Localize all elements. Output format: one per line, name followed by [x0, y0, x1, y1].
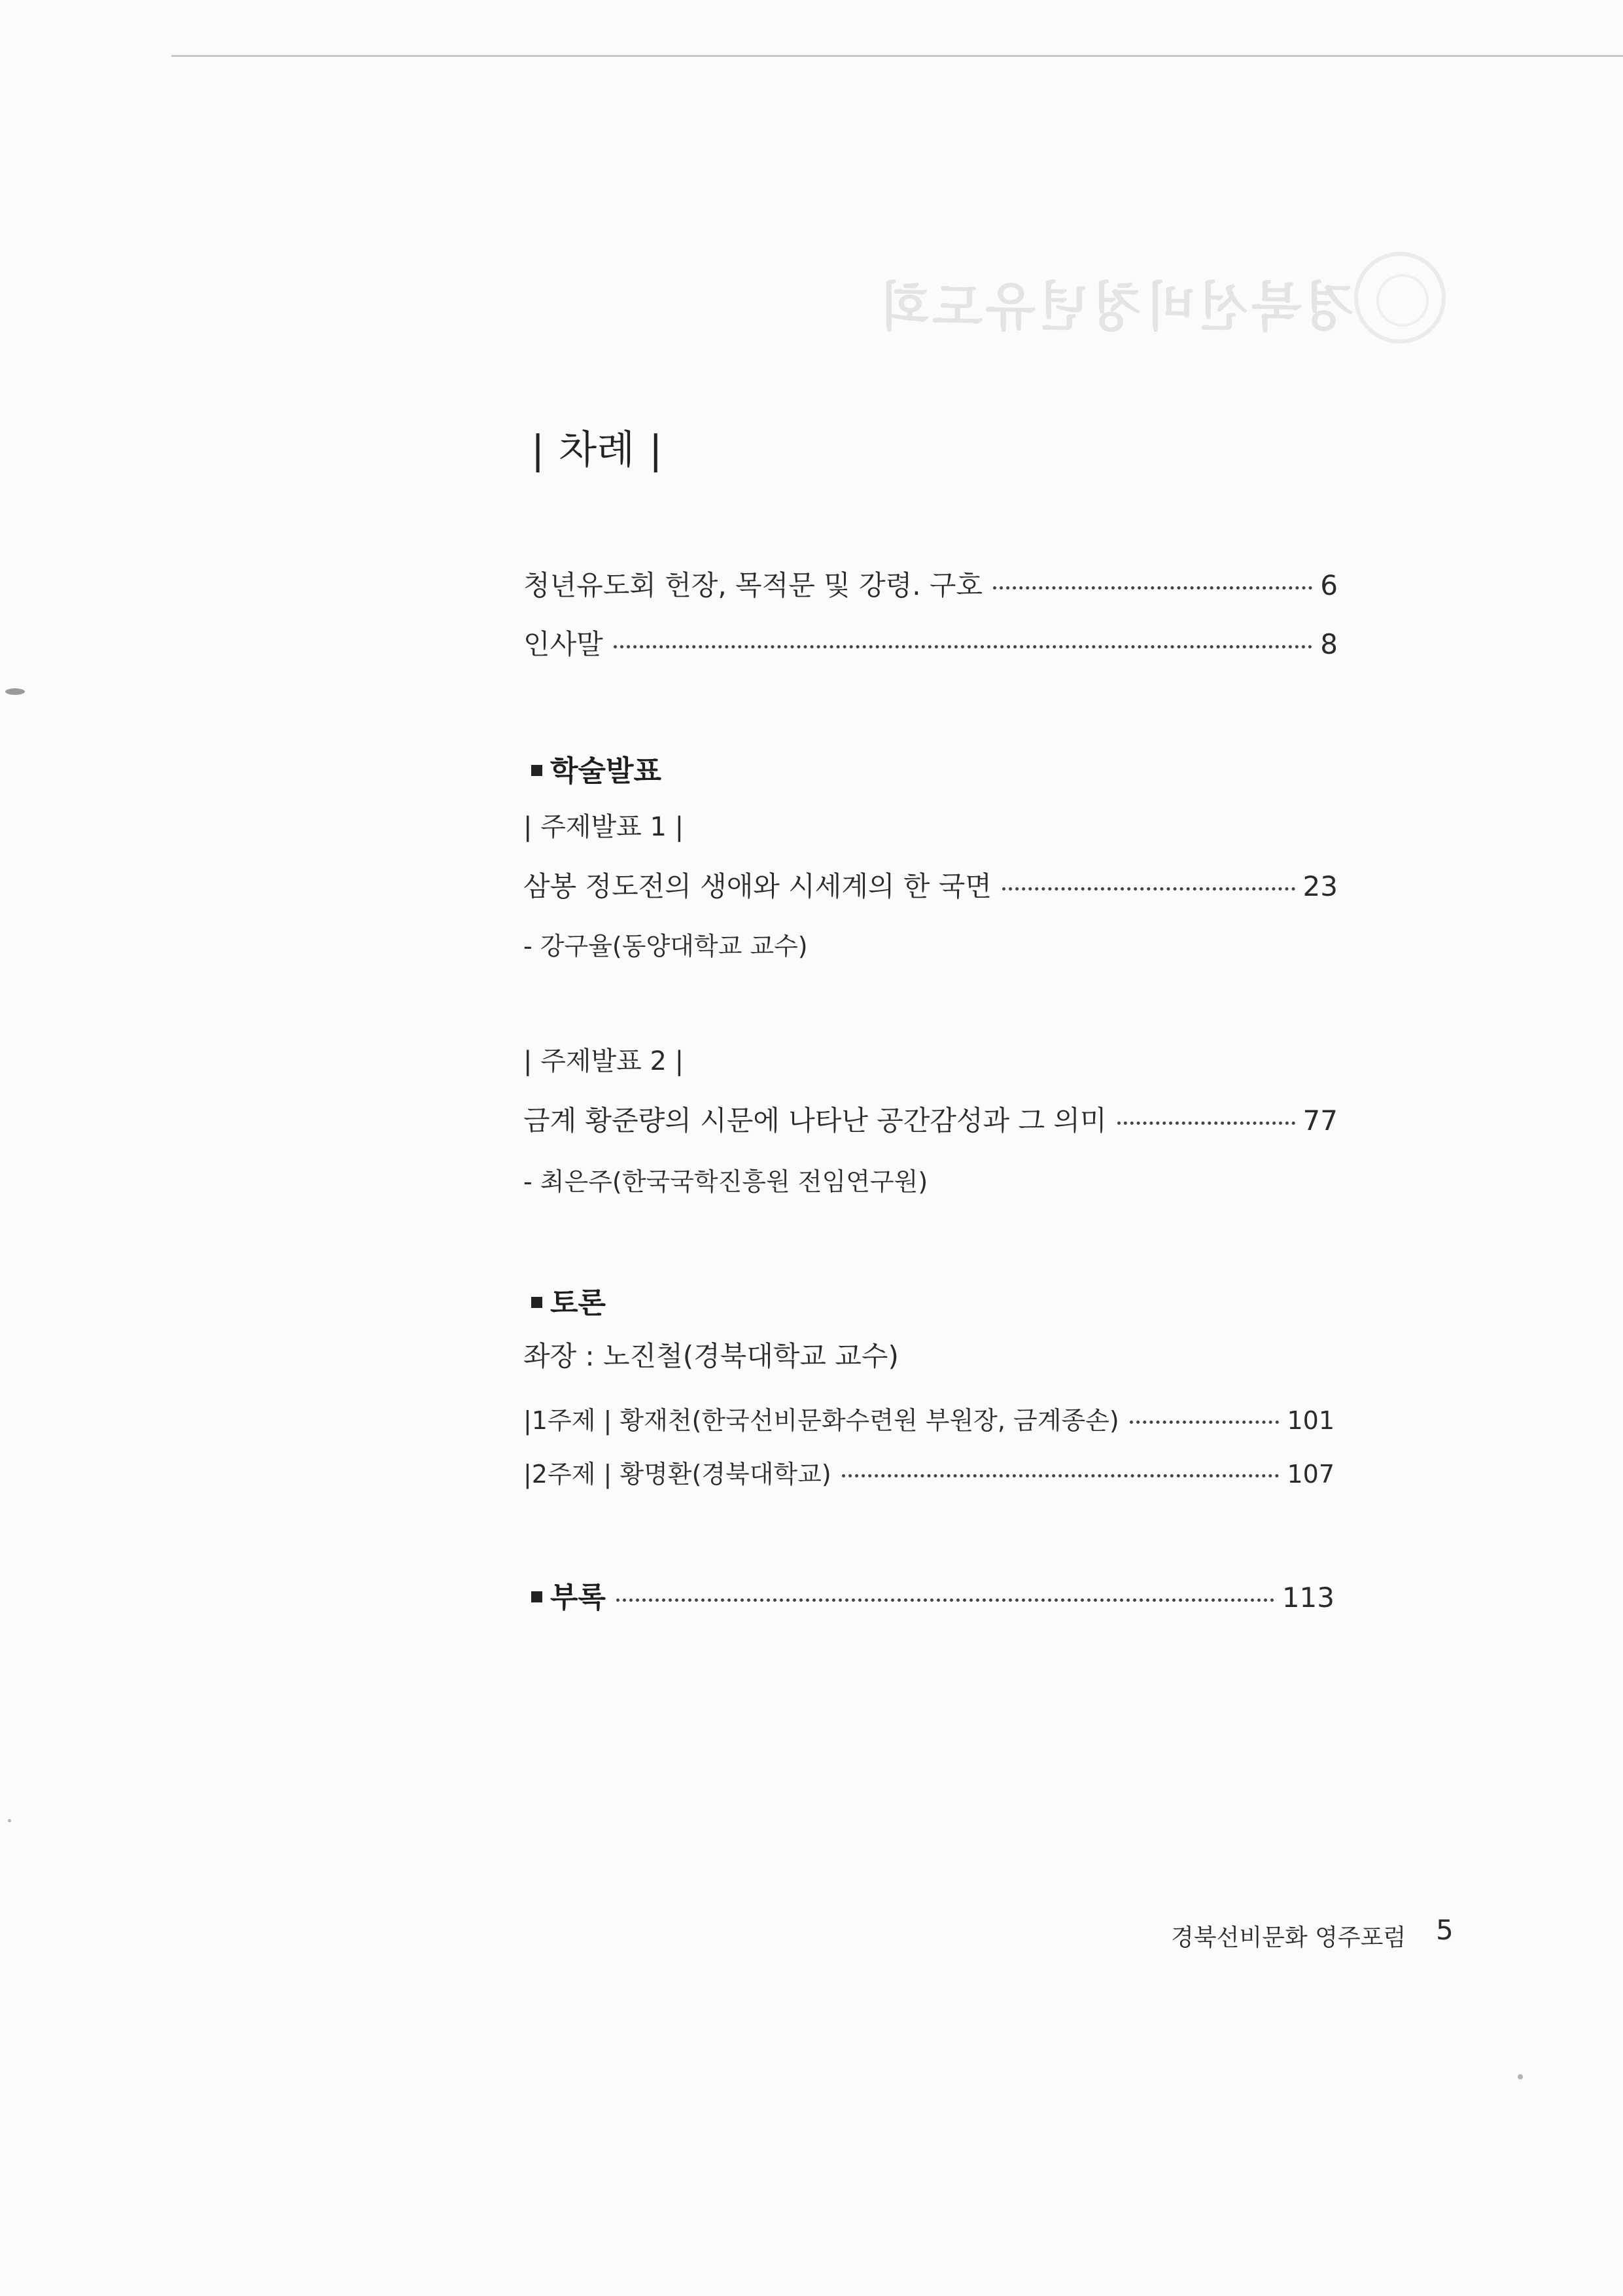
toc-entry-page: 6 [1320, 569, 1338, 601]
topic-label-1: | 주제발표 1 | [523, 812, 684, 842]
page-title [517, 419, 676, 475]
toc-entry-topic1[interactable] [523, 865, 1338, 904]
square-bullet-icon [531, 765, 542, 776]
dot-leader [616, 1598, 1274, 1602]
toc-entry-topic2[interactable] [523, 1099, 1338, 1139]
toc-entry-discussion-1[interactable] [523, 1400, 1335, 1436]
toc-entry-label: 금계 황준량의 시문에 나타난 공간감성과 그 의미 [523, 1104, 1107, 1137]
dot-leader [842, 1474, 1280, 1477]
toc-entry-label: 삼봉 정도전의 생애와 시세계의 한 국면 [523, 870, 992, 902]
top-rule [171, 55, 1623, 57]
square-bullet-icon [531, 1591, 542, 1602]
dot-leader [614, 645, 1313, 648]
discussion-chair: 좌장 : 노진철(경북대학교 교수) [523, 1340, 899, 1372]
dot-leader [993, 586, 1312, 590]
section-heading-discussion [531, 1279, 606, 1321]
section-heading-text: 부록 [550, 1581, 606, 1614]
toc-entry-page: 113 [1282, 1581, 1335, 1614]
toc-entry-page: 23 [1302, 870, 1338, 902]
title-bar-left: | [531, 427, 545, 473]
section-heading-text: 학술발표 [550, 754, 662, 788]
topic2-author: - 최은주(한국국학진흥원 전임연구원) [523, 1167, 928, 1196]
footer-publication: 경북선비문화 영주포럼 [1171, 1924, 1406, 1951]
toc-entry-label: 청년유도회 헌장, 목적문 및 강령. 구호 [523, 569, 983, 601]
toc-entry-page: 101 [1287, 1406, 1335, 1435]
dot-leader [1130, 1421, 1280, 1424]
dot-leader [1002, 887, 1295, 891]
toc-entry-page: 8 [1320, 628, 1338, 660]
bleed-through-text: 경북선비청년유도회 [877, 277, 1355, 338]
section-heading-academic [531, 747, 661, 789]
scan-speck [5, 688, 25, 695]
footer-page-number: 5 [1436, 1914, 1454, 1946]
toc-entry-label: |2주제 | 황명환(경북대학교) [523, 1460, 831, 1489]
toc-entry-page: 77 [1302, 1104, 1338, 1137]
toc-entry-charter[interactable] [523, 564, 1338, 603]
toc-entry-label: 인사말 [523, 628, 603, 660]
toc-entry-label: |1주제 | 황재천(한국선비문화수련원 부원장, 금계종손) [523, 1406, 1119, 1435]
topic1-author: - 강구율(동양대학교 교수) [523, 932, 808, 961]
toc-entry-greeting[interactable] [523, 623, 1338, 662]
title-bar-right: | [649, 427, 663, 473]
toc-entry-appendix[interactable] [531, 1574, 1335, 1616]
toc-entry-discussion-2[interactable] [523, 1454, 1335, 1490]
bleed-through-emblem [1354, 252, 1446, 344]
section-heading-appendix [531, 1574, 606, 1616]
square-bullet-icon [531, 1297, 542, 1308]
dot-leader [1117, 1122, 1295, 1125]
scan-speck [1518, 2074, 1523, 2079]
topic-label-2: | 주제발표 2 | [523, 1046, 684, 1076]
scan-speck [8, 1819, 11, 1822]
toc-entry-page: 107 [1287, 1460, 1335, 1489]
section-heading-text: 토론 [550, 1286, 606, 1320]
title-text: 차례 [559, 427, 635, 473]
